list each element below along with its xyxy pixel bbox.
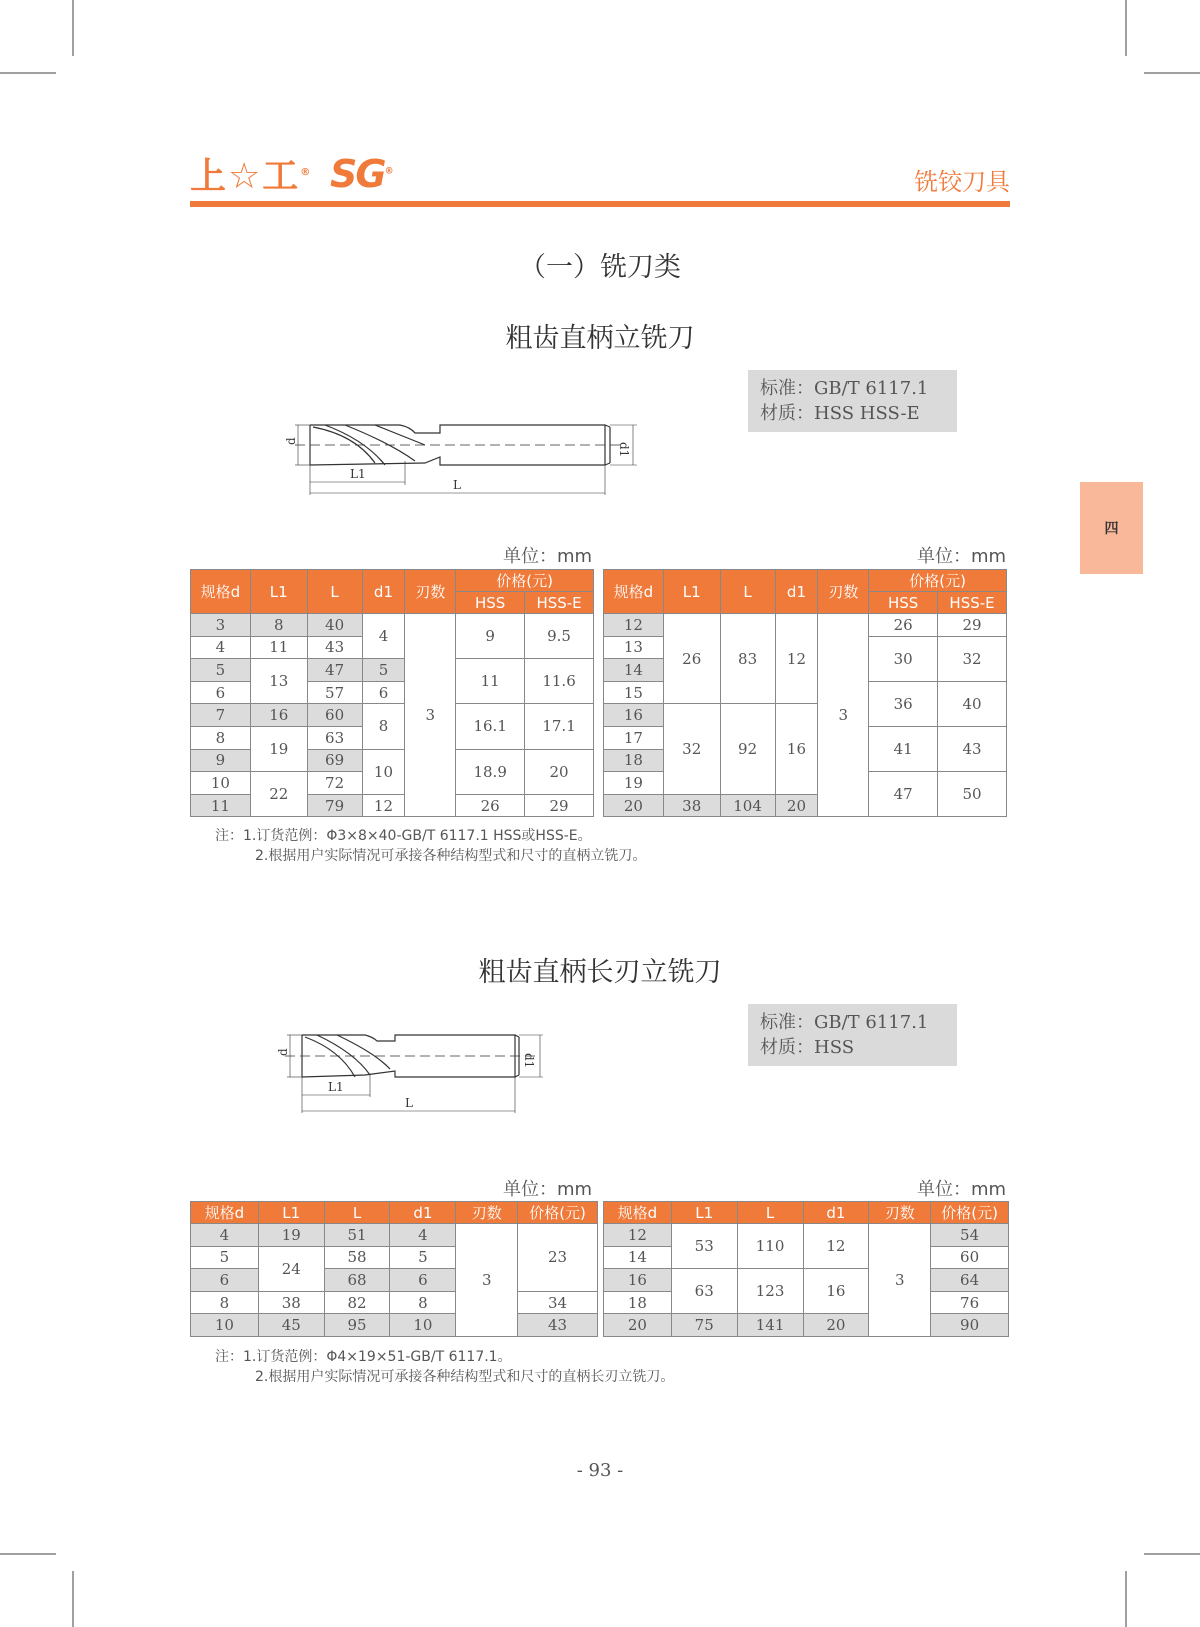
product1-spec-box <box>748 370 957 432</box>
crop-mark <box>1144 1553 1200 1555</box>
svg-text:L1: L1 <box>328 1080 344 1094</box>
material-label: 材质：HSS HSS-E <box>760 403 920 424</box>
svg-text:d: d <box>276 1048 290 1056</box>
product1-table-left: 规格d L1 L d1 刃数 价格(元) HSS HSS-E 3 8 40 4 3 9 9.5 4 11 43 5 13 47 5 11 11.6 6 57 6 7 16 60 8 16.1 17.1 8 19 63 9 69 10 18.9 20 10 22 72 11 79 12 26 29 <box>190 569 594 817</box>
section-title: （一）铣刀类 <box>519 252 681 283</box>
svg-text:d: d <box>284 437 298 445</box>
category-title: 铣铰刀具 <box>914 168 1010 196</box>
unit-label: 单位：mm <box>917 546 1007 567</box>
crop-mark <box>1144 72 1200 74</box>
svg-text:L: L <box>405 1096 413 1110</box>
product2-table-left: 规格d L1 L d1 刃数 价格(元) 4 19 51 4 3 23 5 24 58 5 6 68 6 8 38 82 8 34 10 45 95 10 43 <box>190 1201 598 1337</box>
unit-label: 单位：mm <box>503 546 593 567</box>
crop-mark <box>1125 1571 1127 1627</box>
svg-text:L: L <box>453 478 461 492</box>
product2-spec-box <box>748 1004 957 1066</box>
end-mill-diagram <box>265 415 645 500</box>
brand-logo-cn: 上☆工® <box>190 156 313 197</box>
unit-label: 单位：mm <box>503 1179 593 1200</box>
svg-text:d1: d1 <box>617 442 631 458</box>
long-end-mill-diagram <box>265 1025 555 1115</box>
product1-notes: 注：1.订货范例：Φ3×8×40-GB/T 6117.1 HSS或HSS-E。 2.根据用户实际情况可承接各种结构型式和尺寸的直柄立铣刀。 <box>215 828 647 864</box>
crop-mark <box>72 0 74 56</box>
crop-mark <box>0 1553 56 1555</box>
crop-mark <box>0 72 56 74</box>
material-label: 材质：HSS <box>760 1037 855 1058</box>
product2-title: 粗齿直柄长刃立铣刀 <box>478 957 722 988</box>
crop-mark <box>1125 0 1127 56</box>
svg-text:L1: L1 <box>350 467 366 481</box>
unit-label: 单位：mm <box>917 1179 1007 1200</box>
header-divider <box>190 201 1010 207</box>
chapter-tab[interactable]: 四 <box>1080 482 1143 574</box>
product2-table-right: 规格d L1 L d1 刃数 价格(元) 12 53 110 12 3 54 14 60 16 63 123 16 64 18 76 20 75 141 20 90 <box>603 1201 1009 1337</box>
product1-table-right: 规格d L1 L d1 刃数 价格(元) HSS HSS-E 12 26 83 12 3 26 29 13 30 32 14 15 36 40 16 32 92 16 17 41 43 18 19 47 50 20 38 104 20 <box>603 569 1007 817</box>
product1-title: 粗齿直柄立铣刀 <box>505 323 695 354</box>
page-number: - 93 - <box>576 1460 624 1481</box>
product2-notes: 注：1.订货范例：Φ4×19×51-GB/T 6117.1。 2.根据用户实际情况可承接各种结构型式和尺寸的直柄长刃立铣刀。 <box>215 1349 675 1385</box>
crop-mark <box>72 1571 74 1627</box>
standard-label: 标准：GB/T 6117.1 <box>760 1012 929 1033</box>
page-header <box>190 148 1010 208</box>
brand-logo-sg: SG® <box>330 152 392 196</box>
standard-label: 标准：GB/T 6117.1 <box>760 378 929 399</box>
svg-text:d1: d1 <box>522 1053 536 1069</box>
